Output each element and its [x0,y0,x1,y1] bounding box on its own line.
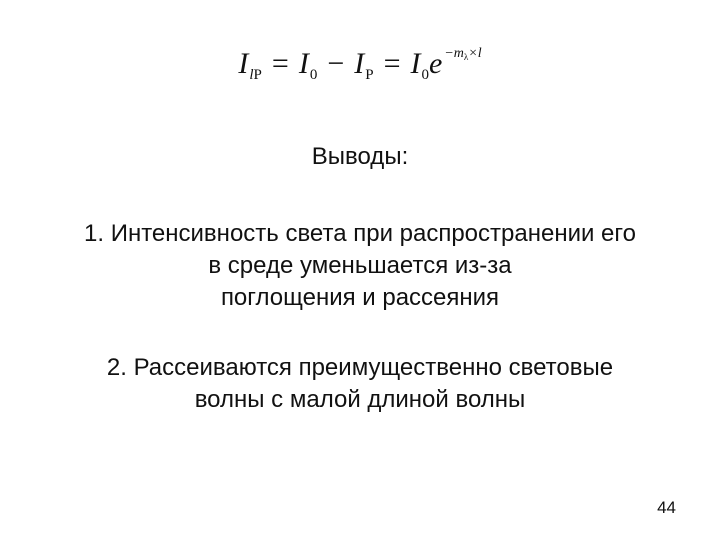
conclusion-2 [40,352,680,416]
formula-equals: = [383,47,401,80]
formula-equals: = [271,47,289,80]
formula-term-i0: $I_0$ [298,47,318,83]
intensity-formula [0,46,720,94]
conclusion-1-line: поглощения и рассеяния [220,284,500,311]
conclusions-heading: Выводы: [311,143,409,170]
conclusion-1-line: 1. Интенсивность света при распространении его [84,220,636,247]
conclusion-1 [40,218,680,314]
conclusion-2-line: 2. Рассеиваются преимущественно световые [106,354,614,381]
formula-term-i-lp: $I_{lP}$ [238,47,262,83]
formula-term-i0-exp: $I_0e$ $^{-m_\lambda\times l}$ [410,46,482,83]
conclusion-1-line: в среде уменьшается из-за [208,252,512,279]
formula-term-ip: $I_P$ [354,47,374,83]
page-number: 44 [657,498,676,517]
formula-minus: − [327,47,345,80]
conclusion-2-line: волны с малой длиной волны [194,386,526,413]
formula-exponent: −mλ×l [444,46,482,62]
